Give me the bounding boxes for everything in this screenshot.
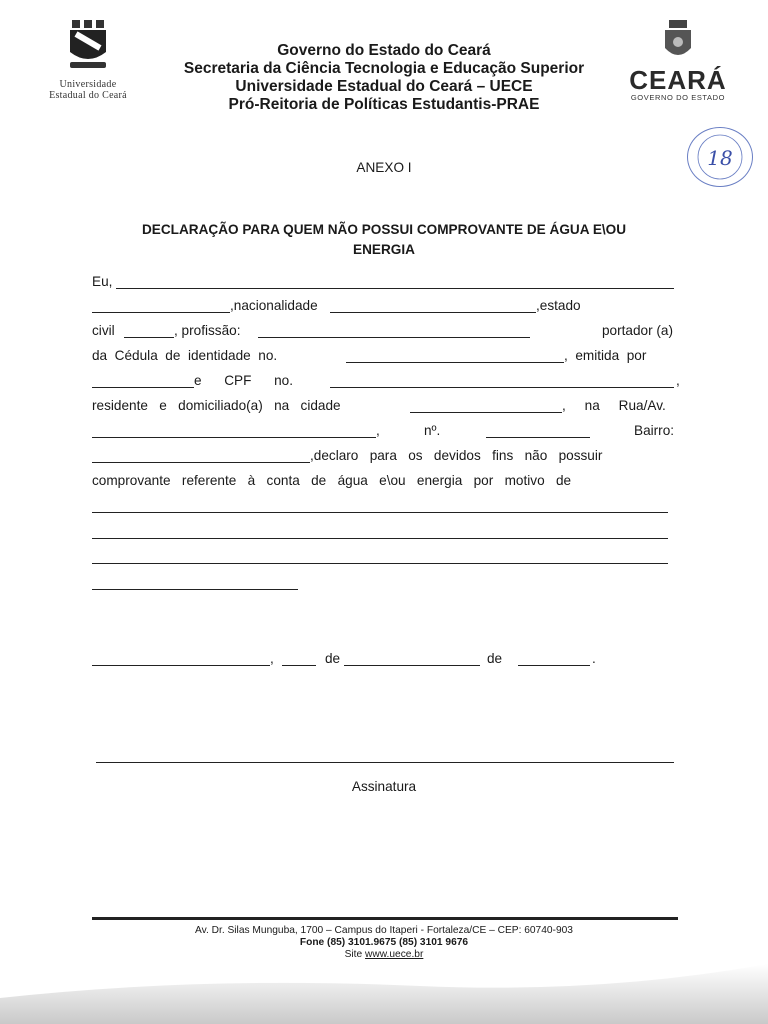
- declaration-title-line2: ENERGIA: [353, 242, 415, 257]
- field-emissor[interactable]: [92, 387, 194, 388]
- annex-label: ANEXO I: [356, 160, 412, 175]
- label-de-2: de: [487, 651, 503, 666]
- field-cidade[interactable]: [410, 412, 562, 413]
- field-motivo-line3[interactable]: [92, 563, 668, 564]
- footer-site-label: Site: [344, 949, 363, 960]
- label-de-1: de: [325, 651, 341, 666]
- field-cpf[interactable]: [330, 387, 674, 388]
- form-row-eu: [92, 274, 112, 294]
- label-residente: residente e domiciliado(a) na cidade: [92, 398, 341, 413]
- footer-phone: Fone (85) 3101.9675 (85) 3101 9676: [299, 937, 469, 948]
- label-estado: ,estado: [536, 298, 581, 313]
- protocol-stamp: [687, 127, 753, 187]
- ceara-logo-word: CEARÁ: [629, 65, 727, 95]
- header-line-prae: Pró-Reitoria de Políticas Estudantis-PRAE: [228, 96, 540, 113]
- scan-shadow: [0, 958, 768, 1024]
- signature-line[interactable]: [96, 762, 674, 763]
- label-bairro: Bairro:: [634, 423, 675, 438]
- field-nacionalidade-value[interactable]: [330, 312, 536, 313]
- field-dia[interactable]: [282, 665, 316, 666]
- footer-site-link[interactable]: www.uece.br: [365, 949, 424, 960]
- field-name[interactable]: [116, 288, 674, 289]
- label-profissao: , profissão:: [174, 323, 241, 338]
- signature-label: Assinatura: [351, 779, 417, 794]
- label-date-period: .: [592, 651, 596, 666]
- field-bairro[interactable]: [92, 462, 310, 463]
- field-motivo-line1[interactable]: [92, 512, 668, 513]
- field-identidade[interactable]: [346, 362, 564, 363]
- field-numero[interactable]: [486, 437, 590, 438]
- footer-rule: [92, 917, 678, 920]
- label-emitida: , emitida por: [564, 348, 647, 363]
- declaration-title-line1: DECLARAÇÃO PARA QUEM NÃO POSSUI COMPROVANTE DE ÁGUA E\OU: [141, 222, 627, 237]
- ceara-logo: [618, 20, 738, 102]
- label-civil: civil: [92, 323, 115, 338]
- stamp-number: 18: [707, 146, 733, 170]
- label-cpf: e CPF no.: [194, 373, 293, 388]
- label-date-comma: ,: [270, 651, 274, 666]
- label-eu: Eu,: [92, 274, 113, 289]
- ceara-logo-subtitle: GOVERNO DO ESTADO: [630, 93, 726, 102]
- header-line-secretaria: Secretaria da Ciência Tecnologia e Educação Superior: [183, 60, 585, 77]
- label-rua: , na Rua/Av.: [562, 398, 666, 413]
- field-nacionalidade[interactable]: [92, 312, 230, 313]
- label-declaro: ,declaro para os devidos fins não possuir: [310, 448, 603, 463]
- label-cedula: da Cédula de identidade no.: [92, 348, 278, 363]
- ceara-crest-icon: [663, 20, 693, 62]
- header-line-universidade: Universidade Estadual do Ceará – UECE: [235, 78, 533, 95]
- field-motivo-line4[interactable]: [92, 589, 298, 590]
- field-rua[interactable]: [92, 437, 376, 438]
- label-comprovante: comprovante referente à conta de água e\ou energia por motivo de: [92, 473, 572, 488]
- label-portador: portador (a): [602, 323, 674, 338]
- field-mes[interactable]: [344, 665, 480, 666]
- field-local[interactable]: [92, 665, 270, 666]
- university-logo-line1: Universidade: [59, 79, 117, 90]
- stamp-ring-icon: [688, 128, 752, 186]
- university-logo-line2: Estadual do Ceará: [49, 90, 127, 101]
- field-profissao[interactable]: [258, 337, 530, 338]
- footer-address: Av. Dr. Silas Munguba, 1700 – Campus do Itaperi - Fortaleza/CE – CEP: 60740-903: [195, 925, 573, 936]
- label-numero: nº.: [424, 423, 441, 438]
- field-estado-civil[interactable]: [124, 337, 174, 338]
- header-line-governo: Governo do Estado do Ceará: [277, 42, 491, 59]
- field-ano[interactable]: [518, 665, 590, 666]
- label-nacionalidade: ,nacionalidade: [230, 298, 318, 313]
- field-motivo-line2[interactable]: [92, 538, 668, 539]
- label-cpf-comma: ,: [676, 373, 680, 388]
- label-rua-comma: ,: [376, 423, 380, 438]
